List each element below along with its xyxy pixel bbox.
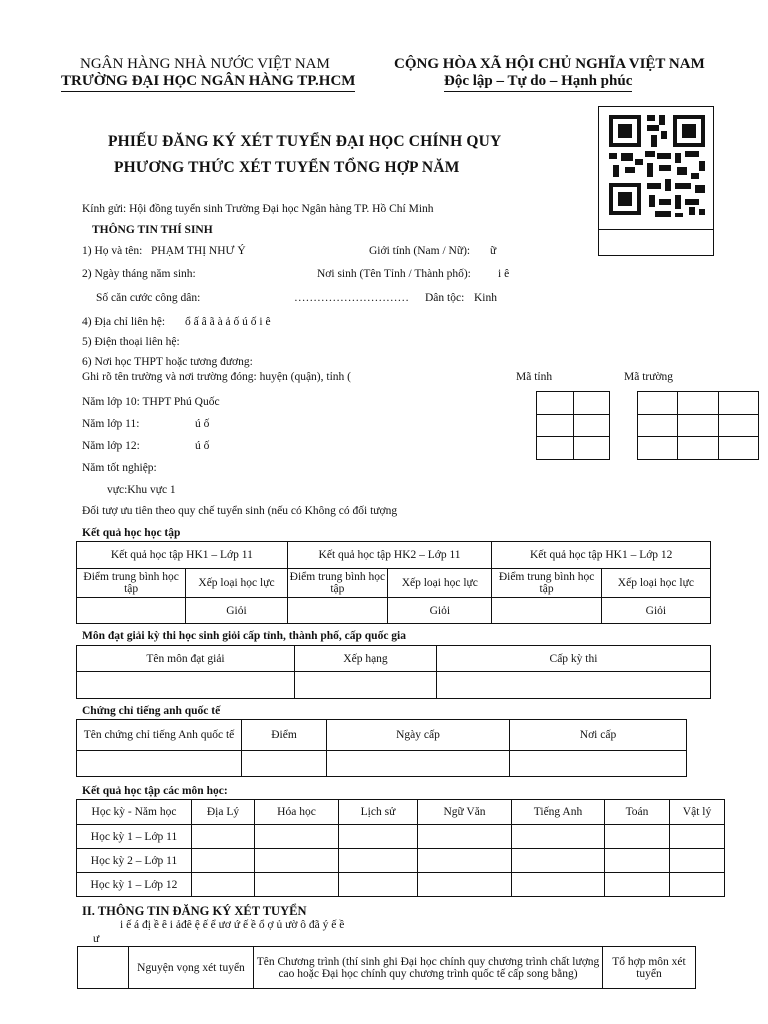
results-sub-header: Điểm trung bình học tập — [287, 569, 387, 598]
registration-header: Tên Chương trình (thí sinh ghi Đại học chính quy chương trình chất lượng cao hoặc Đại học chính quy chương trình quốc tế cấp song bằng) — [254, 947, 603, 989]
form-title-line2: PHƯƠNG THỨC XÉT TUYỂN TỔNG HỢP NĂM — [114, 159, 460, 176]
grid-cell[interactable] — [718, 392, 758, 415]
address-value: ổ ấ â ã à ả ố ú ố i ê — [185, 316, 271, 328]
grade11-label: Năm lớp 11: — [82, 418, 140, 430]
award-table — [76, 645, 711, 699]
subjects-cell[interactable] — [192, 825, 255, 849]
grid-cell[interactable] — [718, 437, 758, 460]
agency-name: NGÂN HÀNG NHÀ NƯỚC VIỆT NAM — [80, 56, 330, 72]
school-code-grid — [637, 391, 759, 460]
results-sub-header: Xếp loại học lực — [601, 569, 710, 598]
cert-cell[interactable] — [242, 751, 327, 777]
id-dots: ………………………… — [294, 292, 409, 304]
subjects-cell[interactable] — [255, 825, 339, 849]
cert-cell[interactable] — [77, 751, 242, 777]
grade11-value: ú ố — [195, 418, 210, 430]
dob-label: 2) Ngày tháng năm sinh: — [82, 268, 196, 280]
university-name: TRƯỜNG ĐẠI HỌC NGÂN HÀNG TP.HCM — [61, 73, 355, 92]
subjects-cell[interactable] — [670, 849, 725, 873]
subjects-header: Ngữ Văn — [418, 800, 512, 825]
grid-cell[interactable] — [638, 437, 678, 460]
results-cell[interactable] — [77, 598, 186, 624]
address-label: 4) Địa chỉ liên hệ: — [82, 316, 166, 328]
results-sub-header: Điểm trung bình học tập — [77, 569, 186, 598]
form-title-line1: PHIẾU ĐĂNG KÝ XÉT TUYỂN ĐẠI HỌC CHÍNH QUY — [108, 133, 502, 150]
school-code-label: Mã trường — [624, 371, 674, 383]
section2-note-line2: ư — [93, 933, 100, 945]
subjects-cell[interactable] — [255, 849, 339, 873]
subjects-table — [76, 799, 725, 897]
name-value: PHẠM THỊ NHƯ Ý — [151, 245, 246, 257]
grid-cell[interactable] — [573, 392, 610, 415]
school-note: Ghi rõ tên trường và nơi trường đóng: huyện (quận), tỉnh ( — [82, 371, 351, 383]
subjects-cell[interactable] — [605, 849, 670, 873]
cert-cell[interactable] — [510, 751, 687, 777]
grid-cell[interactable] — [638, 414, 678, 437]
province-code-label: Mã tỉnh — [516, 371, 553, 383]
subjects-cell[interactable] — [670, 873, 725, 897]
graduation-label: Năm tốt nghiệp: — [82, 462, 157, 474]
subjects-cell[interactable] — [418, 849, 512, 873]
subjects-cell[interactable] — [255, 873, 339, 897]
grid-cell[interactable] — [678, 414, 718, 437]
results-sub-header: Xếp loại học lực — [186, 569, 287, 598]
results-group-header: Kết quả học tập HK1 – Lớp 11 — [77, 542, 288, 569]
grid-cell[interactable] — [573, 437, 610, 460]
subjects-header: Địa Lý — [192, 800, 255, 825]
subjects-header: Hóa học — [255, 800, 339, 825]
results-cell[interactable] — [287, 598, 387, 624]
results-rank: Giỏi — [601, 598, 710, 624]
award-title: Môn đạt giải kỳ thi học sinh giỏi cấp tỉnh, thành phố, cấp quốc gia — [82, 630, 406, 642]
grid-cell[interactable] — [718, 414, 758, 437]
subjects-header: Lịch sử — [339, 800, 418, 825]
cert-title: Chứng chỉ tiếng anh quốc tế — [82, 705, 221, 717]
results-sub-header: Xếp loại học lực — [388, 569, 492, 598]
gender-label: Giới tính (Nam / Nữ): — [369, 245, 471, 257]
award-header: Xếp hạng — [295, 646, 437, 672]
results-table — [76, 541, 711, 624]
results-rank: Giỏi — [388, 598, 492, 624]
subjects-cell[interactable] — [192, 849, 255, 873]
qr-code-box — [598, 106, 714, 256]
cert-header: Tên chứng chỉ tiếng Anh quốc tế — [77, 720, 242, 751]
subjects-header: Vật lý — [670, 800, 725, 825]
award-cell[interactable] — [437, 672, 711, 699]
section-candidate-info-title: THÔNG TIN THÍ SINH — [92, 224, 213, 236]
results-group-header: Kết quả học tập HK1 – Lớp 12 — [492, 542, 711, 569]
gender-value: ữ — [490, 245, 497, 257]
ethnic-value: Kinh — [474, 292, 497, 304]
grid-cell[interactable] — [537, 414, 574, 437]
subjects-cell[interactable] — [512, 849, 605, 873]
subjects-header: Học kỳ - Năm học — [77, 800, 192, 825]
phone-label: 5) Điện thoại liên hệ: — [82, 336, 180, 348]
results-sub-header: Điểm trung bình học tập — [492, 569, 601, 598]
grid-cell[interactable] — [638, 392, 678, 415]
grid-cell[interactable] — [678, 392, 718, 415]
cert-cell[interactable] — [327, 751, 510, 777]
registration-table — [77, 946, 696, 989]
school-label: 6) Nơi học THPT hoặc tương đương: — [82, 356, 253, 368]
grid-cell[interactable] — [537, 437, 574, 460]
subjects-cell[interactable] — [512, 825, 605, 849]
ethnic-label: Dân tộc: — [425, 292, 465, 304]
grid-cell[interactable] — [537, 392, 574, 415]
results-rank: Giỏi — [186, 598, 287, 624]
grid-cell[interactable] — [678, 437, 718, 460]
subjects-cell[interactable] — [512, 873, 605, 897]
name-label: 1) Họ và tên: — [82, 245, 143, 257]
region: vực:Khu vực 1 — [107, 484, 176, 496]
award-cell[interactable] — [77, 672, 295, 699]
subjects-cell[interactable] — [339, 849, 418, 873]
subjects-cell[interactable] — [418, 873, 512, 897]
results-cell[interactable] — [492, 598, 601, 624]
subjects-cell[interactable] — [670, 825, 725, 849]
award-header: Cấp kỳ thi — [437, 646, 711, 672]
grade10: Năm lớp 10: THPT Phú Quốc — [82, 396, 220, 408]
subjects-title: Kết quả học tập các môn học: — [82, 785, 228, 797]
grade12-value: ú ố — [195, 440, 210, 452]
grid-cell[interactable] — [573, 414, 610, 437]
subjects-header: Toán — [605, 800, 670, 825]
award-header: Tên môn đạt giải — [77, 646, 295, 672]
cert-header: Điểm — [242, 720, 327, 751]
cert-table — [76, 719, 687, 777]
priority: Đối tượ ưu tiên theo quy chế tuyển sinh (nếu có Không có đối tượng — [82, 505, 398, 517]
subjects-header: Tiếng Anh — [512, 800, 605, 825]
birthplace-label: Nơi sinh (Tên Tỉnh / Thành phố): — [317, 268, 471, 280]
grade12-label: Năm lớp 12: — [82, 440, 140, 452]
greeting: Kính gửi: Hội đồng tuyển sinh Trường Đại học Ngân hàng TP. Hồ Chí Minh — [82, 203, 434, 215]
results-title: Kết quả học học tập — [82, 527, 181, 539]
subjects-cell[interactable] — [192, 873, 255, 897]
cert-header: Ngày cấp — [327, 720, 510, 751]
section2-note-line1: i ế á đị ề ê i ảđê ệ ế ể ươ ứ ế ề ổ ợ ủ ườ ô đã ý ế ề — [120, 919, 345, 931]
republic-name: CỘNG HÒA XÃ HỘI CHỦ NGHĨA VIỆT NAM — [394, 56, 705, 72]
subjects-row-label: Học kỳ 1 – Lớp 12 — [77, 873, 192, 897]
registration-header: Nguyện vọng xét tuyển — [129, 947, 254, 989]
subjects-cell[interactable] — [418, 825, 512, 849]
registration-index-header — [78, 947, 129, 989]
subjects-cell[interactable] — [339, 825, 418, 849]
qr-code — [599, 107, 713, 230]
section2-title: II. THÔNG TIN ĐĂNG KÝ XÉT TUYỂN — [82, 904, 307, 918]
subjects-cell[interactable] — [605, 873, 670, 897]
cert-header: Nơi cấp — [510, 720, 687, 751]
motto: Độc lập – Tự do – Hạnh phúc — [444, 73, 632, 92]
id-label: Số căn cước công dân: — [96, 292, 201, 304]
results-group-header: Kết quả học tập HK2 – Lớp 11 — [287, 542, 492, 569]
birthplace-value: i ê — [498, 268, 510, 280]
subjects-row-label: Học kỳ 1 – Lớp 11 — [77, 825, 192, 849]
subjects-row-label: Học kỳ 2 – Lớp 11 — [77, 849, 192, 873]
registration-header: Tổ hợp môn xét tuyển — [603, 947, 696, 989]
award-cell[interactable] — [295, 672, 437, 699]
subjects-cell[interactable] — [605, 825, 670, 849]
province-code-grid — [536, 391, 610, 460]
subjects-cell[interactable] — [339, 873, 418, 897]
